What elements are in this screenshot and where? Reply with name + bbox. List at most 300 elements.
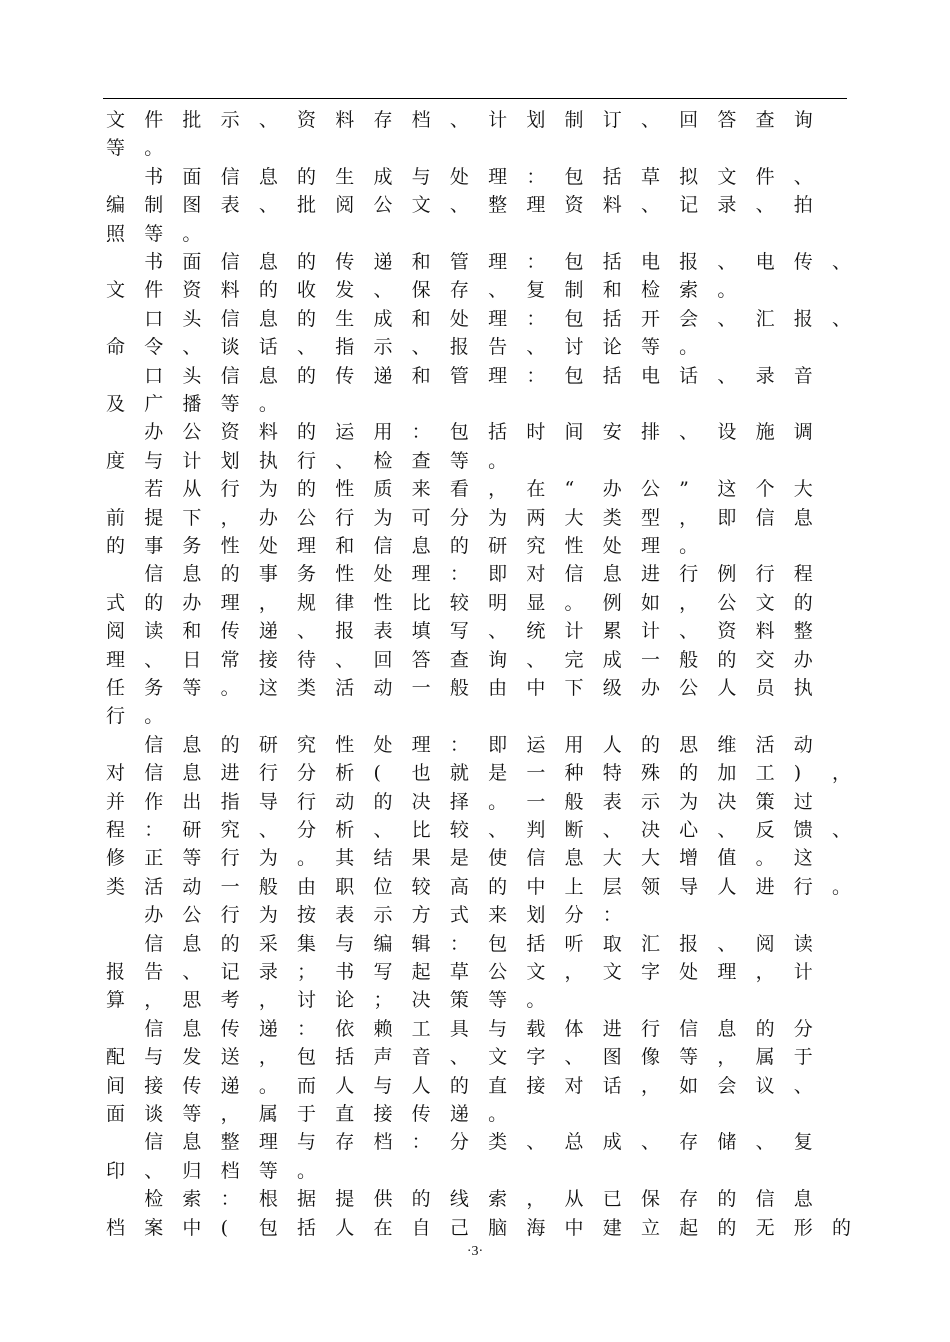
glyph: 来	[488, 904, 508, 927]
glyph: 汇	[640, 932, 660, 955]
glyph: 息	[182, 1017, 202, 1040]
glyph: 递	[258, 1017, 278, 1040]
glyph: 般	[564, 790, 584, 813]
glyph: 传	[411, 1103, 431, 1125]
glyph: 字	[640, 961, 660, 983]
glyph: 处	[258, 535, 278, 557]
glyph: 加	[717, 762, 737, 785]
glyph: 、	[258, 819, 278, 841]
glyph: 存	[373, 109, 393, 131]
glyph: 务	[182, 535, 202, 557]
glyph: 的	[220, 932, 240, 955]
glyph: 、	[564, 1046, 584, 1069]
glyph: ：	[449, 733, 469, 756]
glyph: 复	[526, 279, 546, 302]
glyph	[106, 305, 125, 333]
glyph: 制	[564, 109, 584, 131]
glyph: 字	[526, 1046, 546, 1069]
glyph	[106, 248, 125, 276]
glyph: 。	[564, 591, 584, 614]
glyph: 等	[488, 989, 508, 1012]
glyph: 理	[220, 591, 240, 614]
glyph: 的	[106, 535, 126, 557]
glyph: 谈	[144, 1103, 164, 1125]
glyph: 公	[297, 506, 317, 529]
glyph: 行	[106, 705, 126, 728]
glyph: 执	[258, 449, 278, 472]
glyph: 、	[640, 194, 660, 217]
page-number: ·3·	[466, 1244, 484, 1259]
glyph: 和	[411, 307, 431, 330]
glyph	[106, 1185, 125, 1213]
glyph: 理	[526, 194, 546, 217]
glyph: 办	[258, 506, 278, 529]
glyph	[106, 930, 125, 958]
glyph: 运	[335, 421, 355, 444]
glyph: 前	[106, 506, 126, 529]
glyph: 属	[755, 1046, 775, 1069]
glyph: ”	[679, 478, 689, 501]
glyph: 中	[526, 677, 546, 699]
glyph: 包	[258, 1216, 278, 1239]
glyph: “	[564, 478, 575, 501]
glyph: 归	[182, 1159, 202, 1182]
glyph: 包	[488, 932, 508, 955]
glyph: 。	[832, 875, 852, 898]
glyph: 与	[144, 1046, 164, 1069]
glyph: 公	[373, 194, 393, 217]
glyph: 拍	[793, 194, 813, 217]
glyph: 批	[297, 194, 317, 217]
glyph: 检	[373, 449, 393, 472]
glyph: 载	[526, 1017, 546, 1040]
glyph: 进	[602, 1017, 622, 1040]
glyph: ：	[602, 904, 622, 927]
glyph: 音	[793, 364, 813, 387]
glyph	[106, 475, 125, 503]
glyph: 心	[679, 819, 699, 841]
glyph: 待	[297, 648, 317, 671]
glyph: 殊	[640, 762, 660, 785]
glyph: 海	[526, 1216, 546, 1239]
glyph: 分	[793, 1017, 813, 1040]
glyph: 记	[679, 194, 699, 217]
glyph: 询	[793, 109, 813, 131]
glyph: 无	[755, 1216, 775, 1239]
glyph: 文	[526, 961, 546, 983]
glyph: 赖	[373, 1017, 393, 1040]
glyph: 职	[335, 875, 355, 898]
glyph: 办	[640, 677, 660, 699]
glyph: 、	[602, 819, 622, 841]
glyph: 等	[182, 847, 202, 870]
glyph: 性	[335, 478, 355, 501]
glyph: 报	[679, 251, 699, 273]
glyph: 设	[717, 421, 737, 444]
glyph: 处	[679, 961, 699, 983]
glyph: 的	[411, 1188, 431, 1211]
glyph: 就	[449, 762, 469, 785]
glyph: 资	[182, 279, 202, 302]
glyph: 成	[373, 165, 393, 188]
glyph: 人	[717, 875, 737, 898]
glyph: 运	[526, 733, 546, 756]
glyph: 即	[488, 733, 508, 756]
glyph: 般	[449, 677, 469, 699]
glyph: 一	[640, 648, 660, 671]
glyph: 已	[602, 1188, 622, 1211]
glyph: 大	[793, 478, 813, 501]
glyph: 活	[335, 677, 355, 699]
glyph: 对	[106, 762, 126, 785]
glyph: 查	[449, 648, 469, 671]
glyph: 维	[717, 733, 737, 756]
glyph: 管	[449, 364, 469, 387]
glyph: 即	[488, 563, 508, 586]
glyph: 。	[679, 336, 699, 359]
glyph: 等	[182, 1103, 202, 1125]
glyph: 馈	[793, 819, 813, 841]
glyph: 的	[258, 279, 278, 302]
glyph: 话	[679, 364, 699, 387]
glyph: ，	[220, 1103, 240, 1125]
glyph: 理	[640, 535, 660, 557]
glyph: 为	[258, 904, 278, 927]
glyph: 也	[411, 762, 431, 785]
glyph: 这	[717, 478, 737, 501]
glyph: 使	[488, 847, 508, 870]
glyph: 、	[832, 819, 852, 841]
glyph: 像	[640, 1046, 660, 1069]
glyph: 的	[449, 1074, 469, 1097]
glyph: 、	[411, 336, 431, 359]
glyph: 、	[832, 251, 852, 273]
glyph: 式	[106, 591, 126, 614]
glyph: 的	[640, 733, 660, 756]
glyph: 增	[679, 847, 699, 870]
glyph: 理	[488, 307, 508, 330]
glyph: 息	[182, 1131, 202, 1154]
glyph: ；	[297, 961, 317, 983]
glyph: ，	[679, 506, 699, 529]
glyph: 括	[335, 1046, 355, 1069]
glyph: 两	[526, 506, 546, 529]
glyph: 制	[144, 194, 164, 217]
glyph: ：	[526, 307, 546, 330]
glyph: 答	[411, 648, 431, 671]
glyph: 值	[717, 847, 737, 870]
glyph: 。	[488, 1103, 508, 1125]
glyph: 为	[488, 506, 508, 529]
glyph: 取	[602, 932, 622, 955]
glyph: 行	[220, 847, 240, 870]
glyph: 告	[488, 336, 508, 359]
glyph: 行	[755, 563, 775, 586]
glyph: 信	[220, 251, 240, 273]
glyph: 律	[335, 591, 355, 614]
glyph: 阅	[755, 932, 775, 955]
glyph: 计	[182, 449, 202, 472]
glyph: 命	[106, 336, 126, 359]
glyph: 和	[411, 364, 431, 387]
glyph: 上	[564, 875, 584, 898]
glyph: 一	[411, 677, 431, 699]
glyph: 信	[220, 307, 240, 330]
glyph: 、	[526, 1131, 546, 1154]
glyph: 研	[488, 535, 508, 557]
glyph: 考	[220, 989, 240, 1012]
glyph: 包	[564, 307, 584, 330]
glyph: 规	[297, 591, 317, 614]
glyph: 行	[297, 449, 317, 472]
glyph: 等	[220, 393, 240, 415]
glyph: 若	[144, 478, 164, 501]
glyph: 成	[602, 1131, 622, 1154]
glyph: ，	[220, 506, 240, 529]
glyph: 表	[373, 620, 393, 643]
glyph: 执	[793, 677, 813, 699]
glyph: 信	[144, 733, 164, 756]
glyph: 。	[182, 222, 202, 245]
glyph: 在	[526, 478, 546, 501]
glyph: 答	[717, 109, 737, 131]
glyph: 而	[297, 1074, 317, 1097]
glyph: 的	[449, 535, 469, 557]
glyph: 存	[679, 1131, 699, 1154]
glyph: 信	[755, 1188, 775, 1211]
glyph: 、	[182, 336, 202, 359]
glyph: 料	[335, 109, 355, 131]
glyph: 递	[373, 251, 393, 273]
glyph: 究	[220, 819, 240, 841]
glyph: 直	[488, 1074, 508, 1097]
glyph: 分	[297, 762, 317, 785]
glyph: 文	[411, 194, 431, 217]
glyph: 等	[679, 1046, 699, 1069]
glyph: 理	[106, 648, 126, 671]
glyph: 会	[679, 307, 699, 330]
glyph: 工	[411, 1017, 431, 1040]
glyph: 文	[106, 279, 126, 302]
glyph: 告	[144, 961, 164, 983]
glyph: 讨	[564, 336, 584, 359]
glyph: 头	[182, 364, 202, 387]
glyph: 信	[220, 165, 240, 188]
glyph: ：	[526, 165, 546, 188]
glyph: 料	[602, 194, 622, 217]
glyph: 与	[297, 1131, 317, 1154]
glyph: 档	[373, 1131, 393, 1154]
glyph: 办	[793, 648, 813, 671]
glyph: 记	[220, 961, 240, 983]
glyph: ，	[564, 961, 584, 983]
glyph: 为	[373, 506, 393, 529]
glyph: 分	[564, 904, 584, 927]
glyph: 查	[755, 109, 775, 131]
glyph: 、	[717, 307, 737, 330]
glyph: 息	[258, 251, 278, 273]
glyph: 作	[144, 790, 164, 813]
glyph	[106, 901, 125, 929]
glyph: 表	[602, 790, 622, 813]
glyph: 线	[449, 1188, 469, 1211]
glyph: 面	[182, 165, 202, 188]
glyph	[106, 418, 125, 446]
glyph: 活	[755, 733, 775, 756]
glyph: 包	[564, 364, 584, 387]
glyph: ，	[717, 1046, 737, 1069]
glyph: 于	[793, 1046, 813, 1069]
glyph: 究	[526, 535, 546, 557]
glyph: 供	[373, 1188, 393, 1211]
glyph: 息	[182, 733, 202, 756]
glyph: 己	[449, 1216, 469, 1239]
glyph: 式	[449, 904, 469, 927]
glyph: 其	[335, 847, 355, 870]
glyph: 写	[449, 620, 469, 643]
glyph: 书	[335, 961, 355, 983]
glyph: 分	[449, 506, 469, 529]
glyph: 文	[488, 1046, 508, 1069]
glyph: 理	[411, 563, 431, 586]
glyph: 看	[449, 478, 469, 501]
glyph: 制	[564, 279, 584, 302]
glyph: 、	[335, 449, 355, 472]
glyph: 反	[755, 819, 775, 841]
glyph: 料	[258, 421, 278, 444]
glyph: ，	[144, 989, 164, 1012]
glyph: 体	[564, 1017, 584, 1040]
glyph: 的	[297, 478, 317, 501]
glyph: 比	[411, 591, 431, 614]
glyph: 计	[488, 109, 508, 131]
glyph: 录	[258, 961, 278, 983]
glyph: 思	[182, 989, 202, 1012]
glyph: 事	[144, 535, 164, 557]
glyph: 和	[335, 535, 355, 557]
glyph: 息	[182, 563, 202, 586]
glyph: 间	[106, 1074, 126, 1097]
glyph: 递	[373, 364, 393, 387]
glyph: 、	[488, 819, 508, 841]
glyph: 策	[755, 790, 775, 813]
glyph: 行	[793, 875, 813, 898]
glyph: 导	[679, 875, 699, 898]
glyph: 等	[144, 222, 164, 245]
glyph: 大	[602, 847, 622, 870]
glyph: 传	[182, 1074, 202, 1097]
glyph: 资	[564, 194, 584, 217]
glyph: 、	[144, 1159, 164, 1182]
glyph: 层	[602, 875, 622, 898]
glyph: 人	[335, 1074, 355, 1097]
glyph: 写	[373, 961, 393, 983]
glyph: 结	[373, 847, 393, 870]
glyph: 示	[640, 790, 660, 813]
glyph: 的	[220, 733, 240, 756]
glyph: 处	[373, 563, 393, 586]
glyph: 领	[640, 875, 660, 898]
glyph: 办	[602, 478, 622, 501]
glyph: 息	[793, 506, 813, 529]
glyph: 析	[335, 762, 355, 785]
glyph: 阅	[106, 620, 126, 643]
glyph: 包	[564, 165, 584, 188]
glyph: 口	[144, 364, 164, 387]
glyph: 。	[488, 449, 508, 472]
glyph: 辑	[411, 932, 431, 955]
glyph: 。	[258, 393, 278, 415]
glyph: 传	[335, 251, 355, 273]
glyph: 、	[793, 1074, 813, 1097]
glyph: 括	[488, 421, 508, 444]
glyph: 行	[640, 1017, 660, 1040]
glyph: 人	[717, 677, 737, 699]
glyph: )	[793, 762, 802, 785]
glyph: 等	[640, 336, 660, 359]
glyph: 等	[258, 1159, 278, 1182]
glyph: 整	[220, 1131, 240, 1154]
glyph: 括	[602, 251, 622, 273]
glyph: 计	[793, 961, 813, 983]
glyph: 文	[106, 109, 126, 131]
glyph: 递	[449, 1103, 469, 1125]
glyph: 与	[373, 1074, 393, 1097]
glyph: 提	[335, 1188, 355, 1211]
glyph: 接	[144, 1074, 164, 1097]
glyph: 表	[220, 194, 240, 217]
glyph: 、	[373, 279, 393, 302]
glyph: ；	[373, 989, 393, 1012]
glyph: 根	[258, 1188, 278, 1211]
glyph: 示	[373, 904, 393, 927]
glyph: 行	[335, 506, 355, 529]
glyph: 和	[411, 251, 431, 273]
glyph: 询	[488, 648, 508, 671]
glyph: 存	[335, 1131, 355, 1154]
glyph: 划	[526, 109, 546, 131]
glyph: 档	[220, 1159, 240, 1182]
glyph: 资	[717, 620, 737, 643]
glyph: 对	[526, 563, 546, 586]
glyph: 资	[297, 109, 317, 131]
glyph: 于	[297, 1103, 317, 1125]
glyph: 由	[488, 677, 508, 699]
glyph: ，	[832, 762, 852, 785]
glyph: 处	[449, 165, 469, 188]
glyph: 决	[717, 790, 737, 813]
glyph: 研	[182, 819, 202, 841]
glyph: 施	[755, 421, 775, 444]
glyph: 、	[297, 620, 317, 643]
glyph: 、	[717, 819, 737, 841]
glyph: 常	[220, 648, 240, 671]
glyph: 的	[488, 875, 508, 898]
glyph: 、	[373, 819, 393, 841]
glyph: 算	[106, 989, 126, 1012]
glyph: 具	[449, 1017, 469, 1040]
glyph: 类	[602, 506, 622, 529]
glyph: 务	[297, 563, 317, 586]
glyph: 书	[144, 165, 164, 188]
glyph: 类	[106, 875, 126, 898]
glyph: 息	[411, 535, 431, 557]
glyph: 索	[679, 279, 699, 302]
glyph: ：	[449, 932, 469, 955]
glyph: ，	[488, 478, 508, 501]
glyph: 拟	[679, 165, 699, 188]
glyph: 包	[564, 251, 584, 273]
